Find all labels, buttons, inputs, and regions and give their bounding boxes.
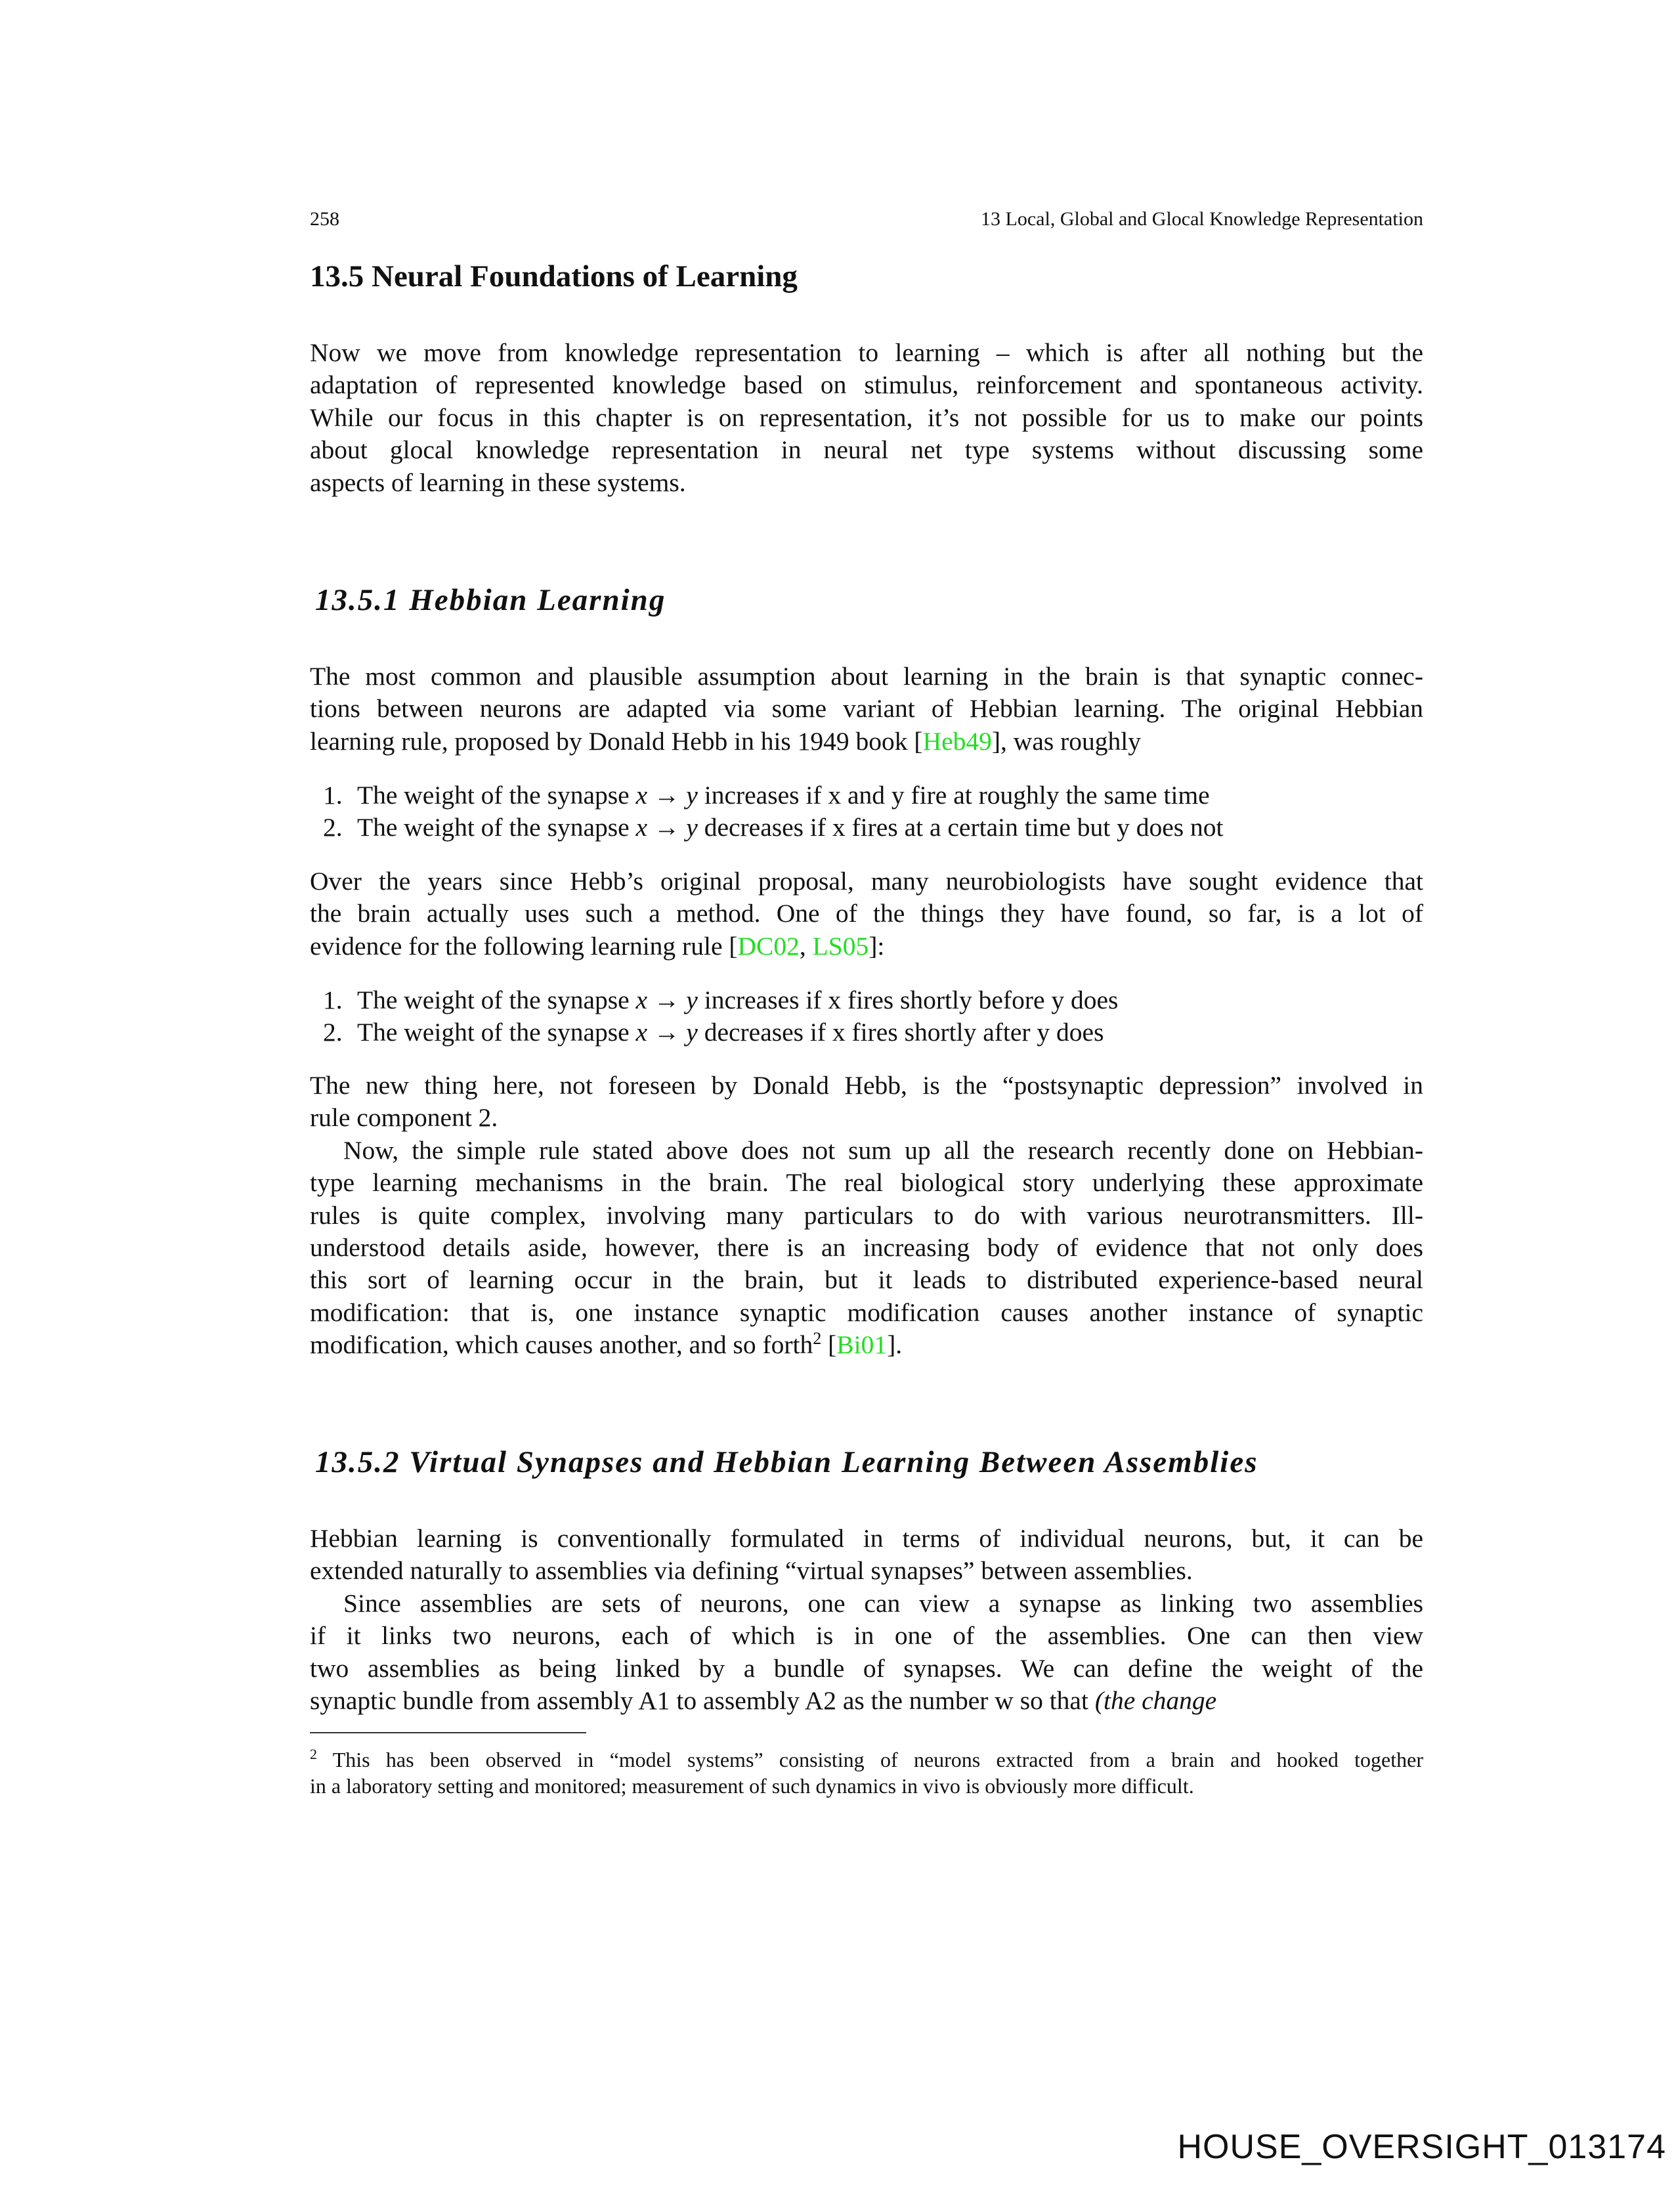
citation-link[interactable]: Heb49 [922, 726, 992, 756]
paragraph-evidence [310, 865, 1423, 963]
text-line [310, 930, 1423, 963]
text-line [310, 402, 1423, 434]
text-run: ], was roughly [991, 726, 1141, 756]
text-line [310, 1264, 1423, 1296]
text-run: decreases if x fires shortly after y does [697, 1018, 1104, 1047]
text-line [310, 661, 1423, 693]
text-line [310, 1588, 1423, 1620]
text-run: Since assemblies are sets of neurons, one can view a synapse as linking two assemblies [343, 1588, 1423, 1618]
text-line [310, 1523, 1423, 1555]
text-line [310, 1297, 1423, 1329]
text-run: While our focus in this chapter is on representation, it’s not possible for us to make our points [310, 402, 1423, 432]
subsection-heading-virtual-synapses: 13.5.2 Virtual Synapses and Hebbian Learning Between Assemblies [315, 1445, 1258, 1479]
text-line [310, 1070, 1423, 1102]
text-run: The weight of the synapse [357, 813, 636, 842]
list-item [310, 1016, 1423, 1049]
list-number: 1. [323, 986, 343, 1014]
text-run: increases if x fires shortly before y does [697, 986, 1119, 1014]
paragraph-intro [310, 337, 1423, 499]
text-run: increases if x and y fire at roughly the same time [697, 781, 1210, 810]
text-run: The weight of the synapse [357, 986, 636, 1014]
list-number: 1. [323, 781, 343, 810]
document-stamp: HOUSE_OVERSIGHT_013174 [1177, 2128, 1666, 2166]
text-line [310, 337, 1423, 369]
text-line [310, 726, 1423, 758]
text-line [310, 1329, 1423, 1361]
text-run: two assemblies as being linked by a bundle of synapses. We can define the weight of the [310, 1653, 1423, 1683]
text-run: the brain actually uses such a method. One of the things they have found, so far, is a lot of [310, 899, 1423, 928]
section-heading: 13.5 Neural Foundations of Learning [310, 259, 798, 293]
text-line [310, 1620, 1423, 1652]
text-line [310, 1135, 1423, 1167]
list-item [310, 984, 1423, 1016]
text-run: in a laboratory setting and monitored; measurement of such dynamics in vivo is obviously more difficult. [310, 1774, 1194, 1798]
text-run: The weight of the synapse [357, 1018, 636, 1047]
text-line [310, 1102, 1423, 1134]
text-line [310, 1773, 1423, 1799]
text-run: understood details aside, however, there is an increasing body of evidence that not only does [310, 1232, 1423, 1262]
list-number: 2. [323, 1018, 343, 1047]
text-run: decreases if x fires at a certain time but y does not [697, 813, 1224, 842]
text-line [310, 1200, 1423, 1232]
text-run: type learning mechanisms in the brain. The real biological story underlying these approximate [310, 1168, 1423, 1198]
text-run: The weight of the synapse [357, 781, 636, 810]
paragraph-virtual-synapses [310, 1523, 1423, 1717]
text-run: rule component 2. [310, 1103, 498, 1133]
text-line [310, 1685, 1423, 1717]
citation-link[interactable]: Bi01 [836, 1330, 888, 1360]
text-line [310, 369, 1423, 401]
text-line [310, 434, 1423, 466]
text-run: modification: that is, one instance synaptic modification causes another instance of synaptic [310, 1297, 1423, 1327]
text-run: about glocal knowledge representation in neural net type systems without discussing some [310, 435, 1423, 465]
italic-text: (the change [1094, 1685, 1217, 1715]
footnote-rule [310, 1732, 586, 1733]
text-line [310, 1167, 1423, 1199]
text-run: , [799, 931, 813, 961]
text-run: Now, the simple rule stated above does not sum up all the research recently done on Hebbian- [343, 1135, 1423, 1165]
list-item [310, 779, 1423, 812]
text-line [310, 1555, 1423, 1587]
text-run: The most common and plausible assumption about learning in the brain is that synaptic connec- [310, 662, 1423, 691]
text-run: rules is quite complex, involving many particulars to do with various neurotransmitters. Ill- [310, 1200, 1423, 1230]
text-run: tions between neurons are adapted via some variant of Hebbian learning. The original Hebbian [310, 694, 1423, 724]
text-run: Over the years since Hebb’s original proposal, many neurobiologists have sought evidence that [310, 867, 1423, 896]
running-title: 13 Local, Global and Glocal Knowledge Representation [981, 208, 1423, 230]
text-run: extended naturally to assemblies via defining “virtual synapses” between assemblies. [310, 1556, 1193, 1586]
text-run: ]. [887, 1330, 903, 1360]
text-run: Now we move from knowledge representation to learning – which is after all nothing but the [310, 338, 1423, 367]
footnote [310, 1746, 1423, 1800]
list-number: 2. [323, 813, 343, 842]
text-run: This has been observed in “model systems” consisting of neurons extracted from a brain and hooked together [317, 1748, 1423, 1771]
math-expression: x → y [635, 986, 698, 1014]
text-run: ]: [869, 931, 885, 961]
text-line [310, 1232, 1423, 1264]
text-line [310, 693, 1423, 725]
text-run: aspects of learning in these systems. [310, 467, 686, 497]
paragraph-hebbian-intro [310, 661, 1423, 758]
hebb-rule-list [310, 779, 1423, 844]
text-run: learning rule, proposed by Donald Hebb in his 1949 book [ [310, 726, 923, 756]
citation-link[interactable]: LS05 [812, 931, 869, 961]
text-run: synaptic bundle from assembly A1 to assembly A2 as the number w so that [310, 1685, 1095, 1715]
math-expression: x → y [635, 813, 698, 842]
page-number: 258 [310, 208, 339, 230]
text-run: if it links two neurons, each of which is in one of the assemblies. One can then view [310, 1621, 1423, 1651]
text-run: The new thing here, not foreseen by Donald Hebb, is the “postsynaptic depression” involved in [310, 1071, 1423, 1100]
text-line [310, 898, 1423, 930]
text-run: adaptation of represented knowledge based on stimulus, reinforcement and spontaneous activity. [310, 370, 1423, 400]
math-expression: x → y [635, 781, 698, 810]
text-run: Hebbian learning is conventionally formulated in terms of individual neurons, but, it can be [310, 1524, 1423, 1553]
paragraph-postsynaptic [310, 1070, 1423, 1362]
subsection-heading-hebbian: 13.5.1 Hebbian Learning [315, 583, 666, 617]
text-run: [ [821, 1330, 837, 1360]
footnote-marker: 2 [310, 1746, 317, 1762]
text-line [310, 1653, 1423, 1685]
text-run: evidence for the following learning rule [ [310, 931, 738, 961]
text-line [310, 865, 1423, 898]
text-run: modification, which causes another, and so forth [310, 1330, 813, 1360]
text-run: this sort of learning occur in the brain, but it leads to distributed experience-based neural [310, 1265, 1423, 1295]
citation-link[interactable]: DC02 [737, 931, 800, 961]
list-item [310, 812, 1423, 844]
math-expression: x → y [635, 1018, 698, 1047]
text-line [310, 467, 1423, 499]
text-line [310, 1746, 1423, 1773]
footnote-marker: 2 [813, 1329, 822, 1349]
stdp-rule-list [310, 984, 1423, 1049]
